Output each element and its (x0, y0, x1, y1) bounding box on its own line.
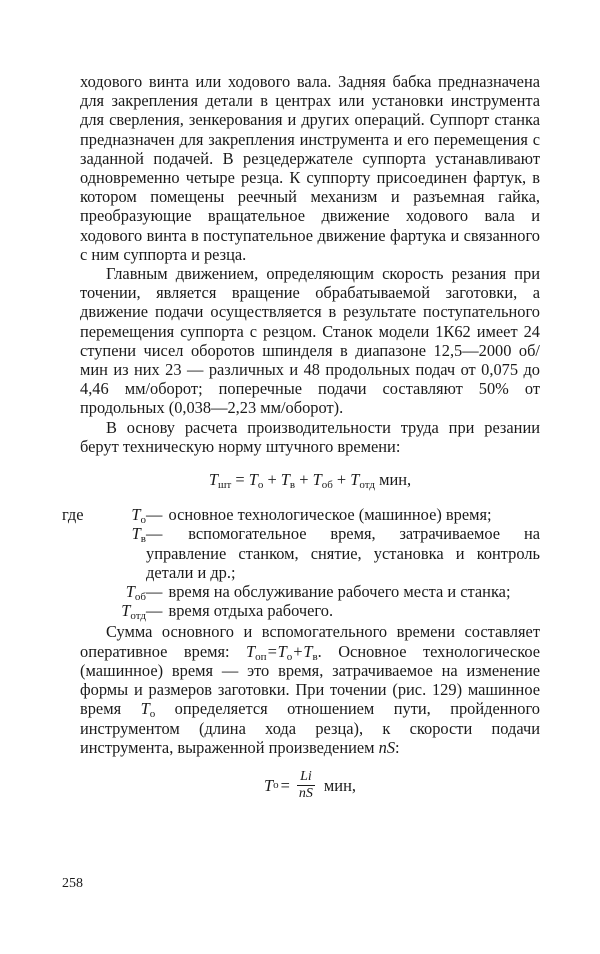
definition-item: $T_в$ — вспомогательное время, затрачиваемое на управление станком, снятие, установка и контроль детали и др.; (80, 524, 540, 582)
formula-piece-time: $T_{шт} = T_о + T_в + T_{об} + T_{отд}$ мин, (208, 470, 412, 492)
definition-symbol: $T_{отд}$ (121, 601, 146, 623)
paragraph-2: Главным движением, определяющим скорость резания при точении, является вращение обрабатываемой заготовки, а движение подачи осуществляется в результате поступательного перемещения суппорта с резцом. Станок модели 1К62 имеет 24 ступени чисел оборотов шпинделя в диапазоне 12,5—2000 об/мин из них 23 — различных и 48 продольных подач от 0,075 до 4,46 мм/оборот; поперечные подачи составляют 50% от продольных (0,038—2,23 мм/оборот). (80, 264, 540, 418)
definitions-list (62, 505, 540, 623)
definition-symbol: $T_о$ (131, 505, 146, 527)
definition-item: $T_{отд}$ — время отдыха рабочего. (80, 601, 540, 620)
definition-symbol: $T_{об}$ (125, 582, 146, 604)
definition-symbol: $T_в$ (131, 524, 146, 546)
definition-item: $T_{об}$ — время на обслуживание рабочего места и станка; (80, 582, 540, 601)
fraction (296, 769, 316, 802)
page-number: 258 (62, 876, 83, 891)
paragraph-3: В основу расчета производительности труда при резании берут техническую норму штучного времени: (80, 417, 540, 456)
fraction-denominator: nS (298, 785, 313, 801)
where-label: где (62, 505, 84, 525)
paragraph-1: ходового винта или ходового вала. Задняя бабка предназначена для закрепления детали в центрах или установки инструмента для сверления, зенкерования и других операций. Суппорт станка предназначен для закрепления инструмента и его перемещения с заданной подачей. В резцедержателе суппорта устанавливают одновременно четыре резца. К суппорту присоединен фартук, в котором помещены реечный механизм и разъемная гайка, преобразующие вращательное движение ходового вала и ходового винта в поступательное движение фартука и связанного с ним суппорта и резца. (80, 72, 540, 264)
page-text (62, 72, 541, 802)
definition-item: $T_о$ — основное технологическое (машинное) время; (80, 505, 540, 524)
fraction-numerator: Li (297, 769, 315, 786)
paragraph-4: Сумма основного и вспомогательного времени составляет оперативное время: $T_{оп}=T_о+T_в$. Основное технологическое (машинное) время — это время, затрачиваемое на изменение формы и размеров заготовки. При точении (рис. 129) машинное время $T_о$ определяется отношением пути, пройденного инструментом (длина хода резца), к скорости подачи инструмента, выраженной произведением nS: (80, 622, 541, 757)
inline-formula: $T_{оп}=T_о+T_в$ (246, 641, 318, 663)
formula-machine-time: T о = $\frac{Li}{nS}$ мин, (264, 768, 356, 801)
